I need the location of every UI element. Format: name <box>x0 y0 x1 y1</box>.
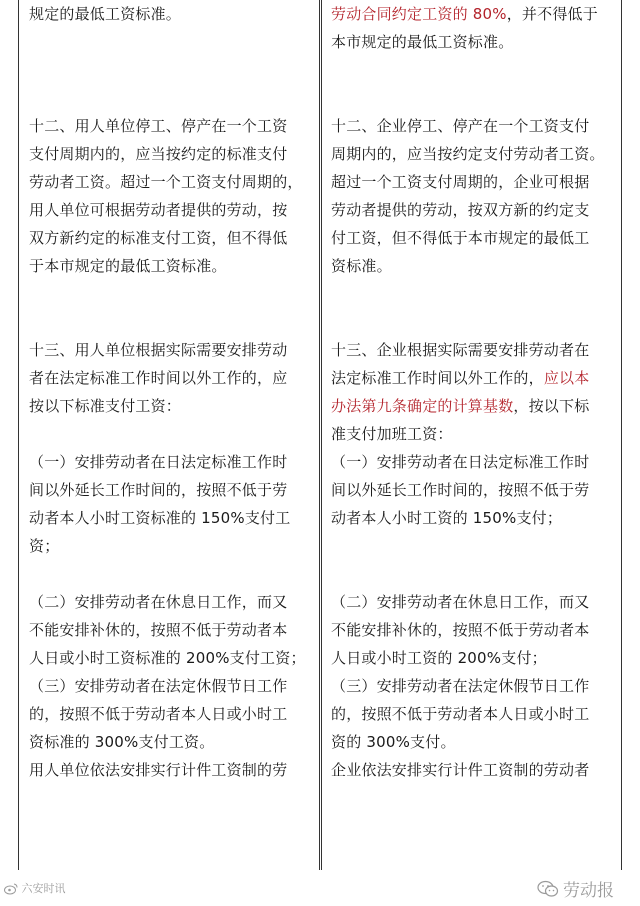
blank-line <box>331 532 611 560</box>
text-segment: 者在法定标准工作时间以外工作的，应 <box>29 369 288 387</box>
text-segment: 劳动者提供的劳动，按双方新的约定支 <box>331 201 590 219</box>
text-segment: 动者本人小时工资标准的 150%支付工 <box>29 509 291 527</box>
text-line <box>331 616 611 644</box>
text-line <box>29 364 309 392</box>
text-segment: 十二、用人单位停工、停产在一个工资 <box>29 117 288 135</box>
text-line <box>331 448 611 476</box>
text-line <box>331 168 611 196</box>
right-column <box>331 0 611 784</box>
blank-line <box>29 560 309 588</box>
blank-line <box>331 280 611 308</box>
text-line <box>331 112 611 140</box>
text-segment: （二）安排劳动者在休息日工作，而又 <box>29 593 288 611</box>
text-line <box>29 0 309 28</box>
text-line <box>29 196 309 224</box>
text-segment: 超过一个工资支付周期的，企业可根据 <box>331 173 590 191</box>
text-segment: 的，按照不低于劳动者本人日或小时工 <box>331 705 590 723</box>
left-column <box>29 0 309 784</box>
blank-line <box>331 560 611 588</box>
text-line <box>29 168 309 196</box>
text-line <box>331 756 611 784</box>
text-segment: 付工资，但不得低于本市规定的最低工 <box>331 229 590 247</box>
text-line <box>331 504 611 532</box>
text-line <box>29 532 309 560</box>
text-segment: 规定的最低工资标准。 <box>29 5 182 23</box>
text-segment: 不能安排补休的，按照不低于劳动者本 <box>331 621 590 639</box>
text-segment: 劳动者工资。超过一个工资支付周期的， <box>29 173 303 191</box>
text-segment: 用人单位依法安排实行计件工资制的劳 <box>29 761 288 779</box>
text-line <box>331 28 611 56</box>
highlighted-text: 办法第九条确定的计算基数 <box>331 397 514 415</box>
watermark-left <box>4 880 66 896</box>
blank-line <box>29 56 309 84</box>
text-line <box>331 392 611 420</box>
text-segment: ，按以下标 <box>513 397 590 415</box>
text-line <box>29 672 309 700</box>
text-line <box>331 672 611 700</box>
column-divider <box>319 0 322 870</box>
blank-line <box>29 28 309 56</box>
text-segment: 间以外延长工作时间的，按照不低于劳 <box>29 481 288 499</box>
text-line <box>29 336 309 364</box>
text-line <box>331 728 611 756</box>
highlighted-text: 应以本 <box>543 369 590 387</box>
text-line <box>29 392 309 420</box>
text-line <box>29 756 309 784</box>
text-line <box>331 364 611 392</box>
text-line <box>331 196 611 224</box>
text-segment: （三）安排劳动者在法定休假节日工作 <box>29 677 288 695</box>
text-segment: 周期内的，应当按约定支付劳动者工资。 <box>331 145 605 163</box>
text-line <box>29 476 309 504</box>
text-segment: 资标准的 300%支付工资。 <box>29 733 215 751</box>
text-line <box>331 0 611 28</box>
text-line <box>29 588 309 616</box>
text-segment: 动者本人小时工资的 150%支付； <box>331 509 563 527</box>
text-segment: （二）安排劳动者在休息日工作，而又 <box>331 593 590 611</box>
watermark-left-text: 六安时讯 <box>21 882 66 895</box>
text-segment: ，并不得低于 <box>506 5 598 23</box>
text-segment: 按以下标准支付工资： <box>29 397 182 415</box>
text-segment: 于本市规定的最低工资标准。 <box>29 257 227 275</box>
text-line <box>331 476 611 504</box>
blank-line <box>331 308 611 336</box>
blank-line <box>29 84 309 112</box>
blank-line <box>29 308 309 336</box>
text-line <box>29 140 309 168</box>
text-segment: 十二、企业停工、停产在一个工资支付 <box>331 117 590 135</box>
text-segment: 双方新约定的标准支付工资，但不得低 <box>29 229 288 247</box>
text-line <box>331 420 611 448</box>
text-segment: 人日或小时工资标准的 200%支付工资； <box>29 649 306 667</box>
text-segment: 的，按照不低于劳动者本人日或小时工 <box>29 705 288 723</box>
blank-line <box>29 420 309 448</box>
text-line <box>331 336 611 364</box>
wechat-icon <box>537 880 559 898</box>
text-segment: 准支付加班工资： <box>331 425 453 443</box>
text-line <box>331 588 611 616</box>
text-line <box>29 112 309 140</box>
blank-line <box>331 84 611 112</box>
text-segment: （一）安排劳动者在日法定标准工作时 <box>29 453 288 471</box>
text-line <box>29 224 309 252</box>
text-segment: 企业依法安排实行计件工资制的劳动者 <box>331 761 590 779</box>
text-line <box>29 252 309 280</box>
text-line <box>331 700 611 728</box>
text-segment: （三）安排劳动者在法定休假节日工作 <box>331 677 590 695</box>
text-segment: 资标准。 <box>331 257 392 275</box>
text-line <box>29 700 309 728</box>
blank-line <box>29 280 309 308</box>
text-line <box>331 252 611 280</box>
text-segment: 十三、企业根据实际需要安排劳动者在 <box>331 341 590 359</box>
watermark-right <box>537 876 614 901</box>
highlighted-text: 劳动合同约定工资的 80% <box>331 5 507 23</box>
text-segment: 资； <box>29 537 60 555</box>
text-segment: 资的 300%支付。 <box>331 733 456 751</box>
text-segment: 间以外延长工作时间的，按照不低于劳 <box>331 481 590 499</box>
text-segment: 本市规定的最低工资标准。 <box>331 33 514 51</box>
text-segment: （一）安排劳动者在日法定标准工作时 <box>331 453 590 471</box>
text-line <box>29 728 309 756</box>
text-line <box>29 616 309 644</box>
blank-line <box>331 56 611 84</box>
weibo-icon <box>4 883 18 895</box>
watermark-right-text: 劳动报 <box>563 881 614 901</box>
comparison-table <box>18 0 622 870</box>
text-line <box>29 504 309 532</box>
text-line <box>331 224 611 252</box>
text-line <box>331 644 611 672</box>
text-segment: 人日或小时工资的 200%支付； <box>331 649 547 667</box>
text-line <box>29 644 309 672</box>
text-segment: 不能安排补休的，按照不低于劳动者本 <box>29 621 288 639</box>
text-segment: 法定标准工作时间以外工作的， <box>331 369 544 387</box>
text-line <box>29 448 309 476</box>
text-line <box>331 140 611 168</box>
text-segment: 十三、用人单位根据实际需要安排劳动 <box>29 341 288 359</box>
text-segment: 用人单位可根据劳动者提供的劳动，按 <box>29 201 288 219</box>
text-segment: 支付周期内的，应当按约定的标准支付 <box>29 145 288 163</box>
